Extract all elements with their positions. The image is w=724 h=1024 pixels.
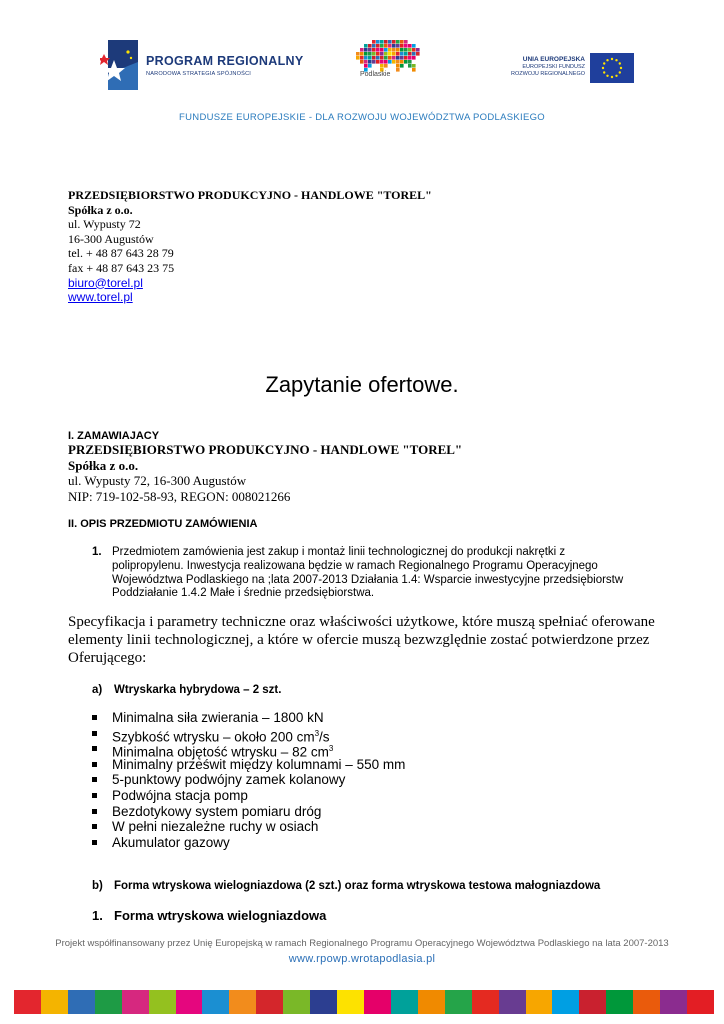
sender-email-link[interactable]: biuro@torel.pl — [68, 275, 143, 290]
subsection-b — [92, 880, 600, 892]
list-item: Podwójna stacja pomp — [90, 788, 490, 804]
podlaskie-logo — [356, 40, 420, 86]
color-block — [122, 990, 149, 1014]
bullet-square-icon — [92, 746, 97, 751]
color-block — [176, 990, 203, 1014]
sender-address-block — [68, 188, 432, 305]
color-block — [418, 990, 445, 1014]
color-block — [499, 990, 526, 1014]
color-block — [606, 990, 633, 1014]
program-regionalny-star-icon — [100, 40, 138, 90]
document-title: Zapytanie ofertowe. — [265, 372, 459, 397]
subsection-b-label: b) — [92, 880, 103, 892]
sender-fax: fax + 48 87 643 23 75 — [68, 260, 175, 275]
color-block — [687, 990, 714, 1014]
color-block — [95, 990, 122, 1014]
color-block — [552, 990, 579, 1014]
sender-website-link[interactable]: www.torel.pl — [68, 290, 133, 305]
list-item: Minimalny prześwit między kolumnami – 550 mm — [90, 757, 490, 773]
bullet-square-icon — [92, 762, 97, 767]
mould-item-1 — [92, 908, 326, 923]
eu-logo — [500, 50, 640, 90]
eu-title: UNIA EUROPEJSKA — [522, 56, 585, 63]
list-item: Akumulator gazowy — [90, 835, 490, 851]
sender-company: PRZEDSIĘBIORSTWO PRODUKCYJNO - HANDLOWE "TOREL" — [68, 188, 432, 202]
color-block — [256, 990, 283, 1014]
podlaskie-caption: Podlaskie — [360, 71, 391, 78]
ordering-company: PRZEDSIĘBIORSTWO PRODUKCYJNO - HANDLOWE "TOREL" — [68, 442, 463, 457]
mould-item-number: 1. — [92, 908, 103, 923]
footer-color-strip — [14, 990, 714, 1014]
bullet-square-icon — [92, 731, 97, 736]
program-regionalny-logo — [100, 40, 304, 92]
sender-legal-form: Spółka z o.o. — [68, 202, 133, 217]
bullet-square-icon — [92, 793, 97, 798]
sender-street: ul. Wypusty 72 — [68, 217, 141, 232]
list-item: Szybkość wtrysku – około 200 $cm^3/s$ — [90, 726, 490, 742]
order-item-line: Przedmiotem zamówienia jest zakup i montaż linii technologicznej do produkcji nakrętki z — [112, 546, 566, 558]
color-block — [337, 990, 364, 1014]
color-block — [283, 990, 310, 1014]
list-item: Minimalna objętość wtrysku – 82 $cm^3$ — [90, 741, 490, 757]
mould-item-title: Forma wtryskowa wielogniazdowa — [114, 908, 327, 923]
order-item-number: 1. — [92, 546, 102, 558]
bullet-square-icon — [92, 809, 97, 814]
program-regionalny-title: PROGRAM REGIONALNY — [146, 54, 304, 68]
bullet-square-icon — [92, 824, 97, 829]
ordering-address: ul. Wypusty 72, 16-300 Augustów — [68, 473, 247, 488]
color-block — [41, 990, 68, 1014]
list-item: Minimalna siła zwierania – 1800 kN — [90, 710, 490, 726]
color-block — [579, 990, 606, 1014]
order-item-line: Województwa Podlaskiego na ;lata 2007-2013 Działania 1.4: Wsparcie inwestycyjne przedsiębiorstw — [112, 573, 624, 586]
bullet-square-icon — [92, 777, 97, 782]
color-block — [310, 990, 337, 1014]
subsection-a-title: Wtryskarka hybrydowa – 2 szt. — [114, 684, 282, 696]
bullet-square-icon — [92, 840, 97, 845]
machine-requirements-list — [90, 710, 490, 850]
specification-intro — [68, 614, 668, 667]
sender-phone: tel. + 48 87 643 28 79 — [68, 246, 174, 261]
color-block — [68, 990, 95, 1014]
section-ordering-party — [68, 430, 462, 504]
color-block — [391, 990, 418, 1014]
list-item: W pełni niezależne ruchy w osiach — [90, 819, 490, 835]
color-block — [526, 990, 553, 1014]
footer-website: www.rpowp.wrotapodlasia.pl — [288, 953, 436, 965]
color-block — [14, 990, 41, 1014]
color-block — [633, 990, 660, 1014]
color-block — [149, 990, 176, 1014]
program-regionalny-subtitle: NARODOWA STRATEGIA SPÓJNOŚCI — [146, 71, 252, 77]
ordering-tax-ids: NIP: 719-102-58-93, REGON: 008021266 — [68, 488, 291, 504]
section-heading-ordering-party: I. ZAMAWIAJACY — [68, 430, 160, 442]
sender-city: 16-300 Augustów — [68, 231, 154, 246]
color-block — [202, 990, 229, 1014]
order-item-line: Poddziałanie 1.4.2 Małe i średnie przedsiębiorstwa. — [112, 587, 375, 600]
bison-mosaic-icon — [356, 40, 420, 74]
list-item: 5-punktowy podwójny zamek kolanowy — [90, 772, 490, 788]
list-item: Bezdotykowy system pomiaru dróg — [90, 804, 490, 820]
color-block — [229, 990, 256, 1014]
subsection-a-label: a) — [92, 684, 103, 696]
subsection-a — [92, 684, 281, 696]
order-item-line: polipropylenu. Inwestycja realizowana będzie w ramach Regionalnego Programu Operacyjnego — [112, 559, 598, 572]
subsection-b-title: Forma wtryskowa wielogniazdowa (2 szt.) oraz forma wtryskowa testowa małogniazdowa — [114, 880, 601, 892]
specification-line: Specyfikacja i parametry techniczne oraz właściwości użytkowe, które muszą spełniać oferowane — [68, 614, 655, 630]
funds-tagline: FUNDUSZE EUROPEJSKIE - DLA ROZWOJU WOJEWÓDZTWA PODLASKIEGO — [179, 112, 545, 123]
bullet-square-icon — [92, 715, 97, 720]
specification-line: elementy linii technologicznej, a które w ofercie muszą bezwzględnie zostać potwierdzone przez — [68, 631, 650, 648]
color-block — [445, 990, 472, 1014]
footer-cofinancing-note: Projekt współfinansowany przez Unię Europejską w ramach Regionalnego Programu Operacyjnego Województwa Podlaskiego na lata 2007-2013 — [55, 938, 669, 949]
eu-fund-line2: ROZWOJU REGIONALNEGO — [511, 71, 585, 77]
specification-line: Oferującego: — [68, 649, 147, 666]
color-block — [660, 990, 687, 1014]
color-block — [472, 990, 499, 1014]
color-block — [364, 990, 391, 1014]
ordering-legal-form: Spółka z o.o. — [68, 457, 139, 473]
eu-flag-icon — [590, 53, 634, 83]
section-heading-order-description: II. OPIS PRZEDMIOTU ZAMÓWIENIA — [68, 518, 258, 530]
eu-fund-line1: EUROPEJSKI FUNDUSZ — [522, 64, 585, 70]
